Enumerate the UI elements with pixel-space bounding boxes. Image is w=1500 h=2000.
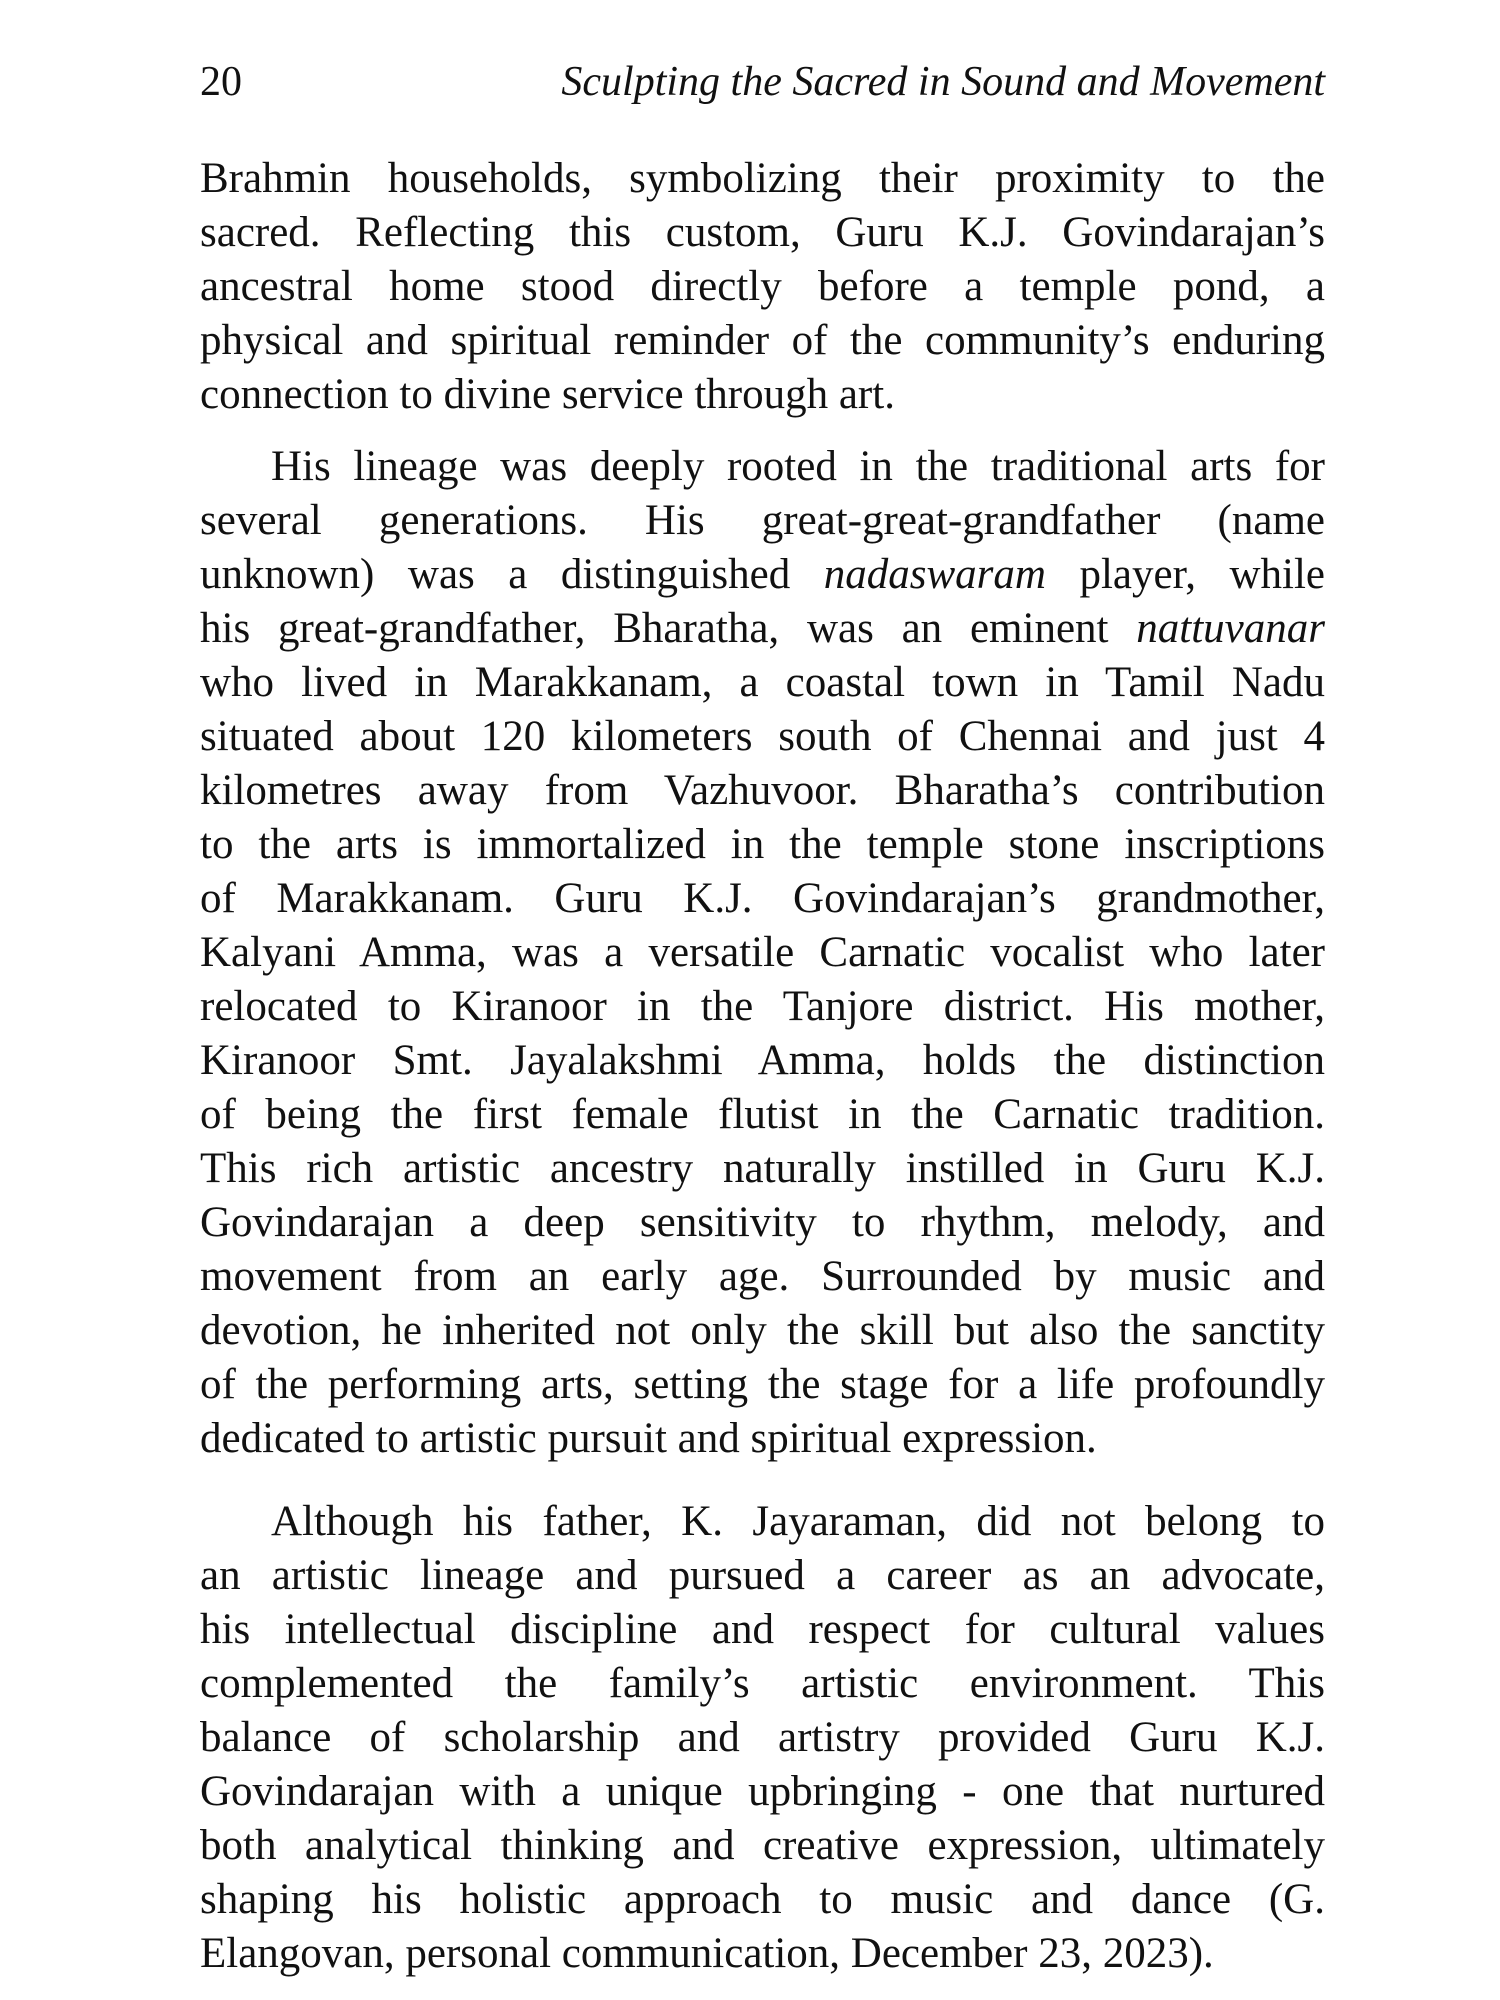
- text-line: his great-grandfather, Bharatha, was an eminent nattuvanar: [200, 605, 1325, 652]
- text-line: an artistic lineage and pursued a career as an advocate,: [200, 1552, 1325, 1599]
- text-line: situated about 120 kilometers south of Chennai and just 4: [200, 713, 1325, 760]
- text-line: relocated to Kiranoor in the Tanjore district. His mother,: [200, 983, 1325, 1030]
- text-line: who lived in Marakkanam, a coastal town in Tamil Nadu: [200, 659, 1325, 706]
- text-line: his intellectual discipline and respect for cultural values: [200, 1606, 1325, 1653]
- text-line: shaping his holistic approach to music and dance (G.: [200, 1876, 1325, 1923]
- text-line: Elangovan, personal communication, December 23, 2023).: [200, 1930, 1214, 1977]
- text-line: devotion, he inherited not only the skill but also the sanctity: [200, 1307, 1325, 1354]
- text-line: complemented the family’s artistic environment. This: [200, 1660, 1325, 1707]
- text-line: of Marakkanam. Guru K.J. Govindarajan’s grandmother,: [200, 875, 1325, 922]
- text-line: both analytical thinking and creative expression, ultimately: [200, 1822, 1325, 1869]
- text-line: ancestral home stood directly before a temple pond, a: [200, 263, 1325, 310]
- text-line: Kiranoor Smt. Jayalakshmi Amma, holds the distinction: [200, 1037, 1325, 1084]
- text-line: dedicated to artistic pursuit and spiritual expression.: [200, 1415, 1097, 1462]
- text-line: This rich artistic ancestry naturally instilled in Guru K.J.: [200, 1145, 1325, 1192]
- text-line: several generations. His great-great-grandfather (name: [200, 497, 1325, 544]
- text-line: Brahmin households, symbolizing their proximity to the: [200, 155, 1325, 202]
- text-line: Kalyani Amma, was a versatile Carnatic vocalist who later: [200, 929, 1325, 976]
- text-line: unknown) was a distinguished nadaswaram player, while: [200, 551, 1326, 598]
- text-line: balance of scholarship and artistry provided Guru K.J.: [200, 1714, 1325, 1761]
- text-line: of the performing arts, setting the stage for a life profoundly: [200, 1361, 1325, 1408]
- text-line: of being the first female flutist in the Carnatic tradition.: [200, 1091, 1325, 1138]
- text-line: Govindarajan with a unique upbringing - one that nurtured: [200, 1768, 1325, 1815]
- text-line: kilometres away from Vazhuvoor. Bharatha’s contribution: [200, 767, 1325, 814]
- page-number: 20: [200, 59, 242, 105]
- paragraph-2: [200, 440, 1325, 1466]
- text-line: movement from an early age. Surrounded by music and: [200, 1253, 1325, 1300]
- running-title: Sculpting the Sacred in Sound and Movement: [561, 59, 1325, 105]
- text-line: connection to divine service through art.: [200, 371, 895, 418]
- paragraph-1: [200, 152, 1325, 422]
- text-line: sacred. Reflecting this custom, Guru K.J. Govindarajan’s: [200, 209, 1325, 256]
- text-line: His lineage was deeply rooted in the traditional arts for: [271, 443, 1325, 490]
- text-line: Although his father, K. Jayaraman, did not belong to: [271, 1498, 1325, 1545]
- text-line: physical and spiritual reminder of the community’s enduring: [200, 317, 1325, 364]
- text-line: Govindarajan a deep sensitivity to rhythm, melody, and: [200, 1199, 1325, 1246]
- running-header: [200, 58, 1325, 108]
- paragraph-3: [200, 1495, 1325, 1981]
- text-line: to the arts is immortalized in the temple stone inscriptions: [200, 821, 1325, 868]
